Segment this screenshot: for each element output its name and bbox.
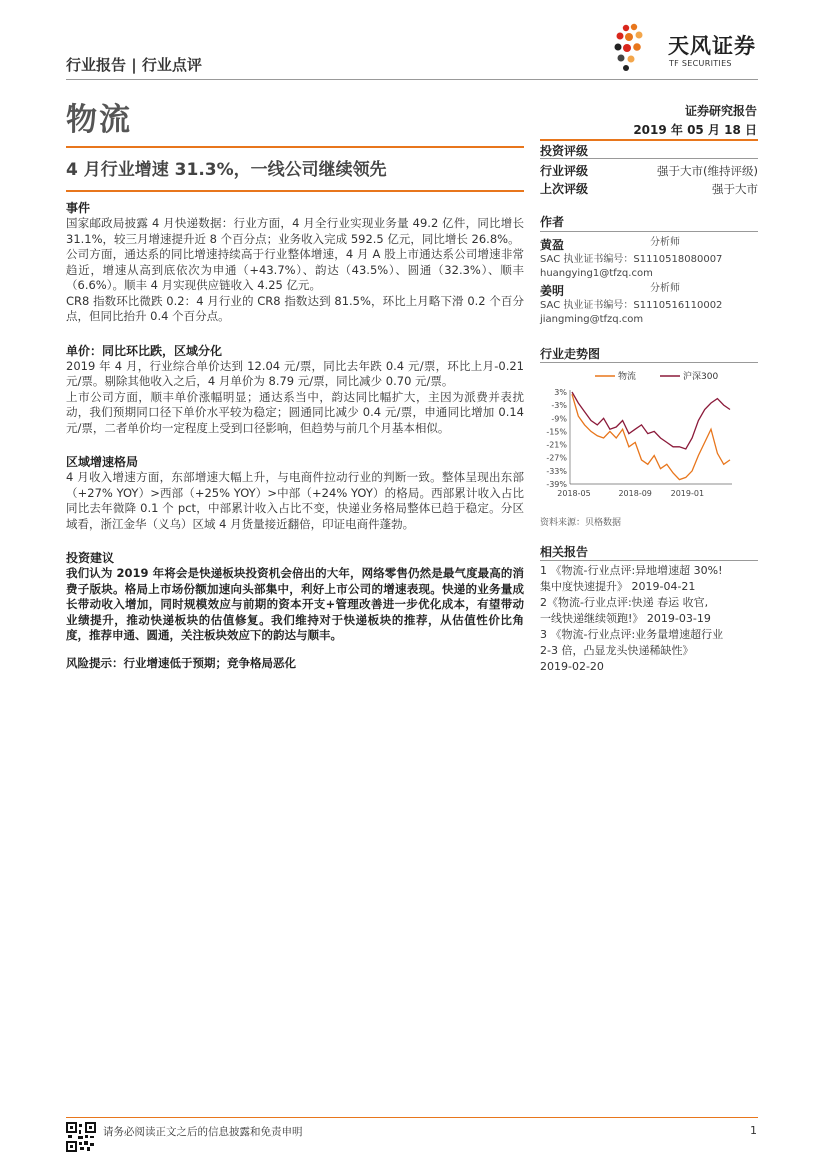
section-heading: 单价：同比环比跌，区域分化 — [66, 343, 223, 358]
industry-rating-value: 强于大市(维持评级) — [657, 164, 758, 178]
paragraph: 2019 年 4 月，行业综合单价达到 12.04 元/票，同比去年跌 0.4 元/票，环比上月-0.21 元/票。剔除其他收入之后，4 月单价为 8.79 元/票，同比减少 0.70 元/票。 — [66, 358, 524, 388]
industry-rating-label: 行业评级 — [540, 164, 589, 178]
related-line: 集中度快速提升》 2019-04-21 — [540, 580, 696, 593]
header-divider — [66, 79, 758, 80]
author-sac: SAC 执业证书编号：S1110516110002 — [540, 300, 723, 311]
report-category: 行业报告 | 行业点评 — [66, 56, 202, 74]
rating-divider — [540, 158, 758, 159]
author-name: 黄盈 — [540, 238, 565, 252]
x-tick-label: 2018-09 — [618, 489, 652, 498]
paragraph: 上市公司方面，顺丰单价涨幅明显；通达系当中，韵达同比幅扩大，主因为派费并表扰动，我们预期同口径下单价水平较为稳定；圆通同比减少 0.4 元/票，申通同比增加 0.14 元/票，二者单价均一定程度上受到口径影响，但趋势与前几个月基本相似。 — [66, 389, 524, 435]
author-block — [540, 282, 758, 327]
y-tick-label: 3% — [554, 388, 567, 397]
company-name-en: TF SECURITIES — [669, 59, 732, 68]
related-heading: 相关报告 — [540, 545, 589, 559]
title-bottom-rule — [66, 190, 524, 192]
report-type: 证券研究报告 — [684, 104, 757, 118]
y-tick-label: -21% — [546, 440, 567, 450]
legend-label-hs300: 沪深300 — [683, 372, 719, 382]
page-title: 4 月行业增速 31.3%，一线公司继续领先 — [66, 160, 387, 180]
related-line: 3 《物流-行业点评:业务量增速超行业 — [540, 628, 724, 641]
x-tick-label: 2018-05 — [557, 489, 591, 498]
y-tick-label: -9% — [551, 414, 567, 424]
rating-heading: 投资评级 — [540, 144, 589, 158]
section-heading: 事件 — [66, 201, 91, 215]
qr-code-icon — [66, 1122, 96, 1152]
author-block — [540, 236, 758, 281]
related-report-item[interactable] — [540, 563, 758, 595]
main-column — [66, 199, 524, 671]
authors-divider — [540, 231, 758, 232]
prev-rating-label: 上次评级 — [540, 182, 589, 196]
related-line: 2《物流-行业点评:快递 春运 收官, — [540, 596, 709, 609]
trend-heading: 行业走势图 — [540, 347, 601, 361]
related-line: 2-3 倍，凸显龙头快递稀缺性》 — [540, 644, 694, 657]
y-tick-label: -27% — [546, 453, 567, 463]
logo-mark-icon — [615, 24, 643, 71]
y-tick-label: -39% — [546, 480, 567, 489]
author-name: 姜明 — [540, 284, 565, 298]
related-divider — [540, 560, 758, 561]
related-reports — [540, 563, 758, 675]
section-heading: 区域增速格局 — [66, 455, 139, 469]
author-email[interactable]: jiangming@tfzq.com — [540, 314, 644, 325]
paragraph: 公司方面，通达系的同比增速持续高于行业整体增速，4 月 A 股上市通达系公司增速非常趋近，增速从高到底依次为申通（+43.7%）、韵达（43.5%）、圆通（32.3%）、顺丰（6.6%）。顺丰 4 月实现供应链收入 4.25 亿元。 — [66, 247, 524, 292]
investment-advice: 我们认为 2019 年将会是快递板块投资机会倍出的大年，网络零售仍然是最气度最高的消费子版块。格局上市场份额加速向头部集中，利好上市公司的增速表现。快递的业务量成长带动收入增加，同时规模效应与前期的资本开支+管理改善进一步优化成本，有望带动业绩提升，推动快递板块的估值修复。我们维持对于快递板块的推荐，从估值性价比角度，推荐申通、圆通，关注板块效应下的韵达与顺丰。 — [66, 566, 524, 642]
y-tick-label: -15% — [546, 427, 567, 437]
trend-divider — [540, 362, 758, 363]
paragraph: CR8 指数环比微跌 0.2：4 月行业的 CR8 指数达到 81.5%，环比上月略下滑 0.2 个百分点，但同比抬升 0.4 个百分点。 — [66, 293, 524, 323]
author-role: 分析师 — [650, 283, 680, 294]
sidebar-top-rule — [540, 139, 758, 141]
prev-rating-value: 强于大市 — [712, 182, 758, 196]
related-report-item[interactable] — [540, 627, 758, 675]
paragraph: 4 月收入增速方面，东部增速大幅上升，与电商件拉动行业的判断一致。整体呈现出东部（+27% YOY）>西部（+25% YOY）>中部（+24% YOY）的格局。西部累计收入占比同比去年微降 0.1 个 pct，中部累计收入占比不变，快递业务格局整体已趋于稳定。分区域看，浙江金华（义乌）区域 4 月货量接近翻倍，印证电商件蓬勃。 — [66, 470, 524, 531]
related-report-item[interactable] — [540, 595, 758, 627]
footer-divider — [66, 1117, 758, 1118]
x-tick-labels — [557, 489, 704, 498]
paragraph: 国家邮政局披露 4 月快递数据：行业方面，4 月全行业实现业务量 49.2 亿件，同比增长 31.1%，较三月增速提升近 8 个百分点；业务收入完成 592.5 亿元，同比增长 26.8%。 — [66, 216, 524, 246]
authors-heading: 作者 — [540, 215, 565, 229]
series-lines — [572, 392, 730, 480]
page-number: 1 — [750, 1124, 757, 1137]
author-sac: SAC 执业证书编号：S1110518080007 — [540, 254, 723, 265]
y-tick-labels — [546, 388, 567, 489]
y-tick-label: -3% — [551, 401, 567, 411]
related-line: 一线快递继续领跑!》 2019-03-19 — [540, 612, 711, 625]
related-line: 2019-02-20 — [540, 660, 604, 673]
legend-label-logistics: 物流 — [618, 372, 637, 382]
footer-disclaimer: 请务必阅读正文之后的信息披露和免责申明 — [103, 1126, 303, 1138]
y-tick-label: -33% — [546, 466, 567, 476]
x-tick-label: 2019-01 — [670, 489, 705, 498]
related-line: 1 《物流-行业点评:异地增速超 30%! — [540, 564, 723, 577]
company-name: 天风证券 — [668, 34, 756, 58]
author-role: 分析师 — [650, 237, 680, 248]
author-email[interactable]: huangying1@tfzq.com — [540, 268, 653, 279]
report-date: 2019 年 05 月 18 日 — [633, 123, 757, 137]
sector-title: 物流 — [66, 102, 132, 138]
industry-trend-chart — [540, 366, 740, 500]
section-heading: 投资建议 — [66, 551, 115, 565]
title-top-rule — [66, 146, 524, 148]
risk-warning: 风险提示：行业增速低于预期；竞争格局恶化 — [66, 655, 296, 670]
chart-source: 资料来源：贝格数据 — [540, 518, 622, 528]
